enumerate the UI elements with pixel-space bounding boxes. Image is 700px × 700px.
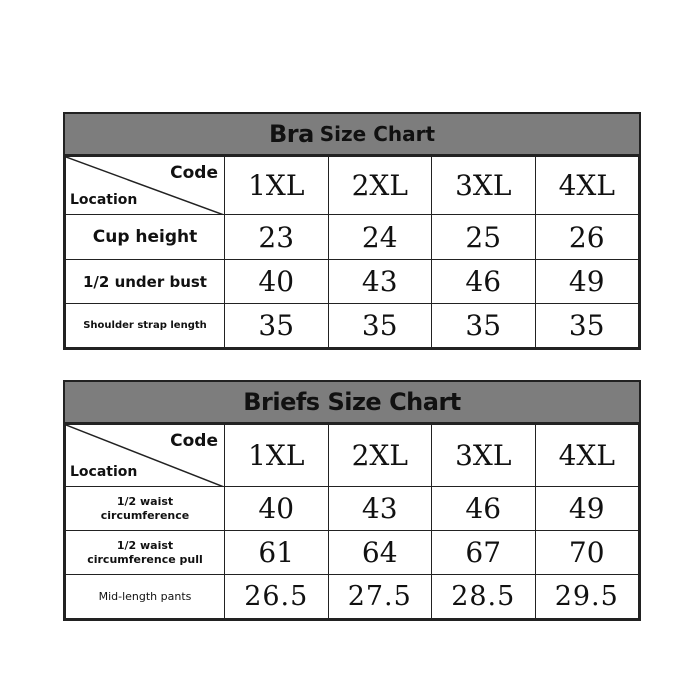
table-cell: 35 xyxy=(225,304,329,348)
bra-size-table xyxy=(65,156,639,348)
table-cell: 23 xyxy=(225,215,329,260)
row-label-waist-pull xyxy=(66,531,225,575)
size-header: 4XL xyxy=(535,425,639,487)
briefs-title: Briefs Size Chart xyxy=(243,388,461,416)
bra-title-rest: Size Chart xyxy=(319,122,436,146)
size-header: 1XL xyxy=(225,425,329,487)
briefs-size-chart xyxy=(63,380,641,621)
table-cell: 64 xyxy=(328,531,432,575)
size-header: 3XL xyxy=(432,157,536,215)
table-cell: 35 xyxy=(328,304,432,348)
row-label-shoulder-strap: Shoulder strap length xyxy=(66,304,225,348)
table-cell: 35 xyxy=(432,304,536,348)
briefs-header-row xyxy=(66,425,639,487)
size-header: 2XL xyxy=(328,425,432,487)
table-cell: 40 xyxy=(225,260,329,304)
table-cell: 27.5 xyxy=(328,575,432,619)
size-header: 4XL xyxy=(535,157,639,215)
table-cell: 26 xyxy=(535,215,639,260)
table-cell: 35 xyxy=(535,304,639,348)
table-cell: 46 xyxy=(432,260,536,304)
table-row xyxy=(66,531,639,575)
table-cell: 26.5 xyxy=(225,575,329,619)
row-label-cup-height: Cup height xyxy=(66,215,225,260)
table-cell: 67 xyxy=(432,531,536,575)
bra-corner-cell xyxy=(66,157,225,215)
table-cell: 28.5 xyxy=(432,575,536,619)
row-label-line: circumference xyxy=(100,508,190,522)
table-cell: 43 xyxy=(328,487,432,531)
bra-title-strong: Bra xyxy=(268,120,314,148)
location-label: Location xyxy=(70,192,138,208)
table-row xyxy=(66,487,639,531)
bra-header-row xyxy=(66,157,639,215)
table-cell: 49 xyxy=(535,487,639,531)
code-label: Code xyxy=(170,431,218,451)
row-label-waist xyxy=(66,487,225,531)
code-label: Code xyxy=(170,163,218,183)
bra-size-chart xyxy=(63,112,641,350)
table-row xyxy=(66,575,639,619)
row-label-line: circumference pull xyxy=(87,552,203,566)
table-cell: 61 xyxy=(225,531,329,575)
row-label-mid-length-pants: Mid-length pants xyxy=(66,575,225,619)
briefs-corner-cell xyxy=(66,425,225,487)
table-row xyxy=(66,260,639,304)
row-label-under-bust: 1/2 under bust xyxy=(66,260,225,304)
table-cell: 40 xyxy=(225,487,329,531)
table-row xyxy=(66,215,639,260)
table-row xyxy=(66,304,639,348)
table-cell: 43 xyxy=(328,260,432,304)
table-cell: 29.5 xyxy=(535,575,639,619)
table-cell: 70 xyxy=(535,531,639,575)
size-header: 3XL xyxy=(432,425,536,487)
table-cell: 25 xyxy=(432,215,536,260)
table-cell: 46 xyxy=(432,487,536,531)
row-label-line: 1/2 waist xyxy=(116,538,174,552)
size-header: 2XL xyxy=(328,157,432,215)
table-cell: 24 xyxy=(328,215,432,260)
row-label-line: 1/2 waist xyxy=(116,494,174,508)
briefs-chart-title xyxy=(65,380,639,424)
bra-chart-title xyxy=(65,112,639,156)
location-label: Location xyxy=(70,464,138,480)
size-header: 1XL xyxy=(225,157,329,215)
briefs-size-table xyxy=(65,424,639,619)
table-cell: 49 xyxy=(535,260,639,304)
